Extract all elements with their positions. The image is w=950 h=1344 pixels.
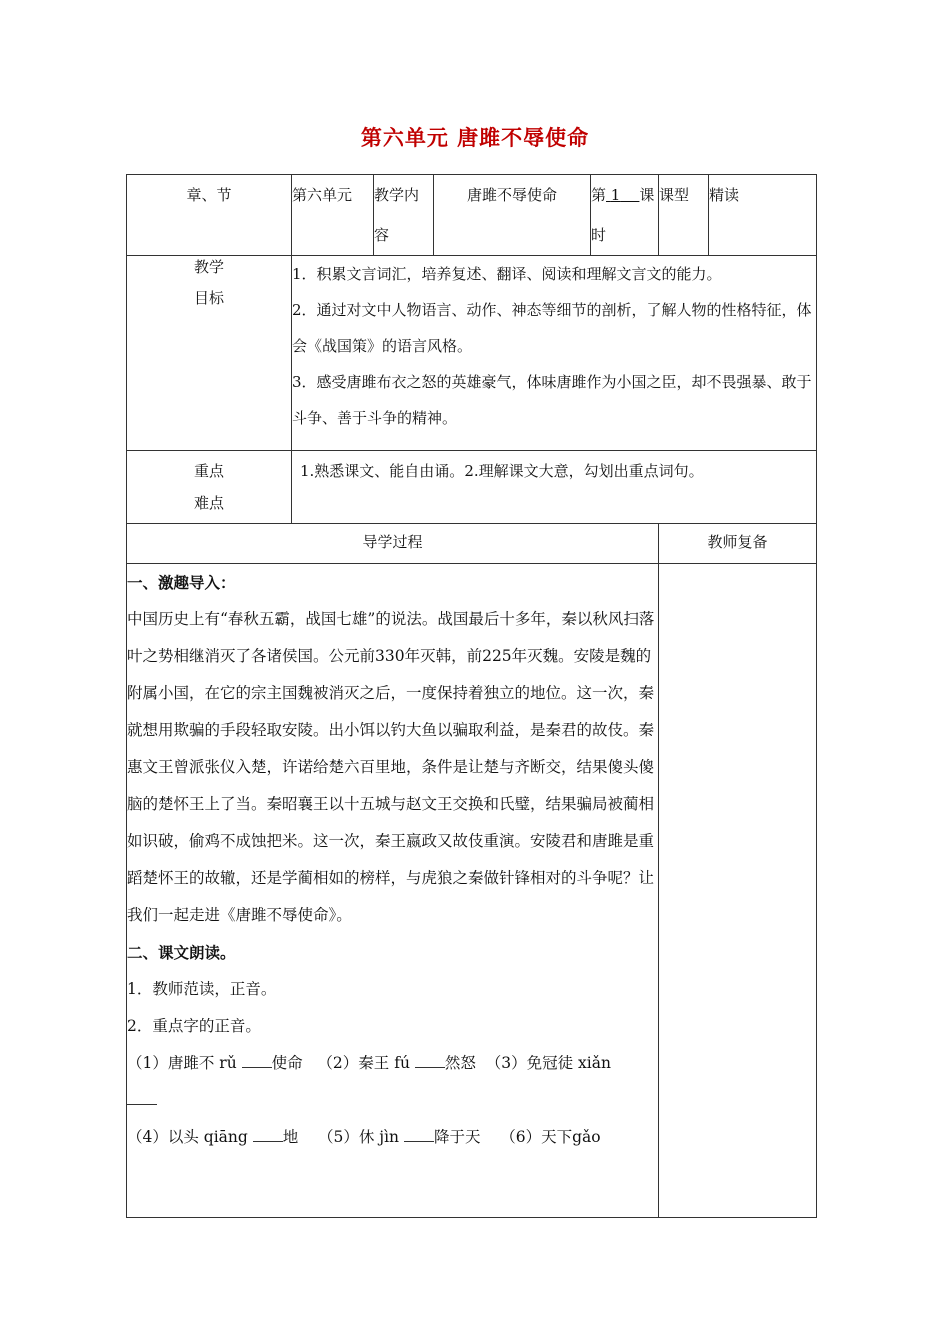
section-2-title: 二、课文朗读。 — [127, 943, 236, 962]
answer-blank[interactable] — [253, 1123, 283, 1142]
section-1-title: 一、激趣导入： — [127, 573, 236, 592]
period-number: 1 — [610, 186, 621, 204]
lesson-plan-table — [126, 174, 817, 1218]
pronunciation-line-3: （4）以头 qiāng 地 （5）休 jìn 降于天 （6）天下gǎo — [127, 1119, 658, 1156]
section-1-text: 中国历史上有“春秋五霸，战国七雄”的说法。战国最后十多年，秦以秋风扫落叶之势相继消灭了各诸侯国。公元前330年灭韩，前225年灭魏。安陵是魏的附属小国，在它的宗主国魏被消灭之后，一度保持着独立的地位。这一次，秦就想用欺骗的手段轻取安陵。出小饵以钓大鱼以骗取利益，是秦君的故伎。秦惠文王曾派张仪入楚，许诺给楚六百里地，条件是让楚与齐断交，结果傻头傻脑的楚怀王上了当。秦昭襄王以十五城与赵文王交换和氏璧，结果骗局被蔺相如识破，偷鸡不成蚀把米。这一次，秦王嬴政又故伎重演。安陵君和唐雎是重蹈楚怀王的故辙，还是学蔺相如的榜样，与虎狼之秦做针锋相对的斗争呢？让我们一起走进《唐雎不辱使命》。 — [127, 610, 655, 924]
content-value: 唐雎不辱使命 — [434, 175, 591, 256]
process-body-row — [127, 564, 817, 1218]
unit-value: 第六单元 — [292, 175, 374, 256]
goal-item: 1．积累文言词汇，培养复述、翻译、阅读和理解文言文的能力。 — [292, 265, 722, 283]
step-1: 1．教师范读，正音。 — [127, 980, 277, 998]
type-label: 课型 — [659, 175, 709, 256]
keypoints-row — [127, 451, 817, 524]
process-content — [127, 564, 659, 1218]
process-header: 导学过程 — [127, 524, 659, 564]
step-2: 2．重点字的正音。 — [127, 1017, 261, 1035]
header-row — [127, 175, 817, 256]
goals-row — [127, 256, 817, 451]
teacher-notes-area[interactable] — [659, 564, 817, 1218]
answer-blank[interactable] — [127, 1086, 157, 1105]
period-prefix: 第 — [591, 186, 607, 204]
teacher-notes-header: 教师复备 — [659, 524, 817, 564]
content-label: 教学内容 — [374, 175, 434, 256]
chapter-label: 章、节 — [127, 175, 292, 256]
pronunciation-line-1: （1）唐雎不 rǔ 使命 （2）秦王 fú 然怒 （3）免冠徒 xiǎn — [127, 1045, 658, 1082]
answer-blank[interactable] — [242, 1049, 272, 1068]
goals-content — [292, 256, 817, 451]
keypoints-label: 重点 难点 — [127, 451, 292, 524]
keypoints-content: 1.熟悉课文、能自由诵。2.理解课文大意，勾划出重点词句。 — [292, 451, 817, 524]
period-cell — [591, 175, 659, 256]
type-value: 精读 — [709, 175, 817, 256]
answer-blank[interactable] — [415, 1049, 445, 1068]
pronunciation-line-2 — [127, 1082, 658, 1119]
page-title: 第六单元 唐雎不辱使命 — [360, 125, 590, 150]
goal-item: 3．感受唐雎布衣之怒的英雄豪气，体味唐雎作为小国之臣，却不畏强暴、敢于斗争、善于斗争的精神。 — [292, 373, 812, 427]
goals-label: 教学 目标 — [127, 256, 292, 451]
goal-item: 2．通过对文中人物语言、动作、神态等细节的剖析，了解人物的性格特征，体会《战国策》的语言风格。 — [292, 301, 812, 355]
period-suffix: 课时 — [591, 186, 655, 244]
process-header-row — [127, 524, 817, 564]
answer-blank[interactable] — [404, 1123, 434, 1142]
